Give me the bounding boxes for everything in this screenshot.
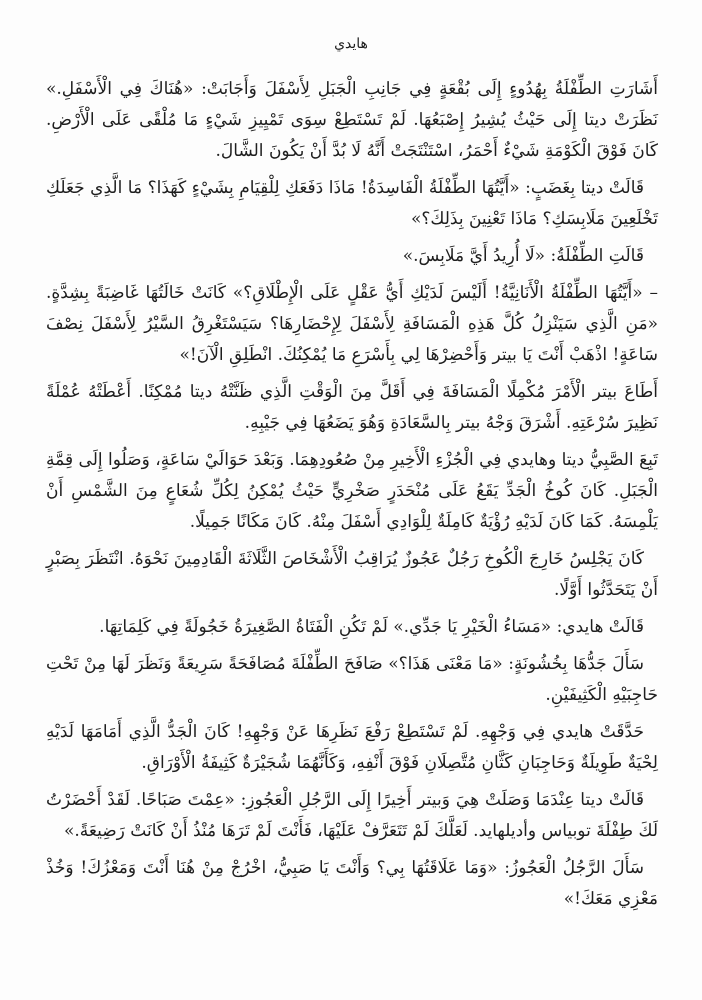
running-head: هايدي — [334, 36, 368, 52]
paragraph: سَأَلَ جَدُّهَا بِخُشُونَةٍ: «مَا مَعْنَى هَذَا؟» صَافَحَ الطِّفْلَةَ مُصَافَحَةً سَرِيعَةً وَنَظَرَ لَهَا مِنْ تَحْتِ حَاجِبَيْهِ الْكَثِيفَيْنِ. — [46, 654, 658, 705]
paragraph: حَدَّقَتْ هايدي فِي وَجْهِهِ. لَمْ تَسْتَطِعْ رَفْعَ نَظَرِهَا عَنْ وَجْهِهِ! كَانَ الْجَدُّ الَّذِي أَمَامَهَا لَدَيْهِ لِحْيَةٌ طَوِيلَةٌ وَحَاجِبَانِ كَثَّانِ مُتَّصِلَانِ فَوْقَ أَنْفِهِ، وَكَأَنَّهُمَا شُجَيْرَةٌ كَثِيفَةُ الْأَوْرَاقِ. — [46, 722, 658, 773]
paragraph: كَانَ يَجْلِسُ خَارِجَ الْكُوخِ رَجُلٌ عَجُوزٌ يُرَاقِبُ الْأَشْخَاصَ الثَّلَاثَةَ الْقَادِمِينَ نَحْوَهُ. انْتَظَرَ بِصَبْرٍ أَنْ يَتَحَدَّثُوا أَوَّلًا. — [46, 549, 658, 600]
story-text — [46, 74, 658, 921]
paragraph: تَبِعَ الصَّبِيُّ ديتا وهايدي فِي الْجُزْءِ الْأَخِيرِ مِنْ صُعُودِهِمَا. وَبَعْدَ حَوَالَيْ سَاعَةٍ، وَصَلُوا إِلَى قِمَّةِ الْجَبَلِ. كَانَ كُوخُ الْجَدِّ يَقَعُ عَلَى مُنْحَدَرٍ صَخْرِيٍّ حَيْثُ يُمْكِنُ لِكُلِّ شُعَاعٍ مِنَ الشَّمْسِ أَنْ يَلْمِسَهُ. كَمَا كَانَ لَدَيْهِ رُؤْيَةٌ كَامِلَةٌ لِلْوَادِي أَسْفَلَ مِنْهُ. كَانَ مَكَانًا جَمِيلًا. — [46, 450, 658, 532]
paragraph: قَالَتْ ديتا عِنْدَمَا وَصَلَتْ هِيَ وَبيتر أَخِيرًا إِلَى الرَّجُلِ الْعَجُوزِ: «عِمْتَ صَبَاحًا. لَقَدْ أَحْضَرْتُ لَكَ طِفْلَةَ توبياس وأديلهايد. لَعَلَّكَ لَمْ تَتَعَرَّفْ عَلَيْهَا، فَأَنْتَ لَمْ تَرَهَا مُنْذُ أَنْ كَانَتْ رَضِيعَةً.» — [46, 790, 658, 841]
paragraph: أَطَاعَ بيتر الْأَمْرَ مُكْمِلًا الْمَسَافَةَ فِي أَقَلَّ مِنَ الْوَقْتِ الَّذِي ظَنَّتْهُ ديتا مُمْكِنًا. أَعْطَتْهُ عُمْلَةً نَظِيرَ سُرْعَتِهِ. أَشْرَقَ وَجْهُ بيتر بِالسَّعَادَةِ وَهُوَ يَضَعُهَا فِي جَيْبِهِ. — [46, 382, 658, 433]
paragraph: قَالَتِ الطِّفْلَةُ: «لَا أُرِيدُ أَيَّ مَلَابِسَ.» — [402, 246, 644, 266]
paragraph: قَالَتْ ديتا بِغَضَبٍ: «أَيَّتُهَا الطِّفْلَةُ الْفَاسِدَةُ! مَاذَا دَفَعَكِ لِلْقِيَامِ بِشَيْءٍ كَهَذَا؟ مَا الَّذِي جَعَلَكِ تَخْلَعِينَ مَلَابِسَكِ؟ مَاذَا تَعْنِينَ بِذَلِكَ؟» — [46, 178, 658, 229]
paragraph: – «أَيَّتُهَا الطِّفْلَةُ الْأَنَانِيَّةُ! أَلَيْسَ لَدَيْكِ أَيُّ عَقْلٍ عَلَى الْإِطْلَاقِ؟» كَانَتْ خَالَتُهَا غَاضِبَةً بِشِدَّةٍ. «مَنِ الَّذِي سَيَنْزِلُ كُلَّ هَذِهِ الْمَسَافَةِ لِأَسْفَلَ لِإِحْضَارِهَا؟ سَيَسْتَغْرِقُ السَّيْرُ لِأَسْفَلَ نِصْفَ سَاعَةٍ! اذْهَبْ أَنْتَ يَا بيتر وَأَحْضِرْهَا لِي بِأَسْرَعِ مَا يُمْكِنُكَ. انْطَلِقِ الْآنَ!» — [46, 283, 658, 365]
paragraph: قَالَتْ هايدي: «مَسَاءُ الْخَيْرِ يَا جَدِّي.» لَمْ تَكُنِ الْفَتَاةُ الصَّغِيرَةُ خَجُولَةً فِي كَلِمَاتِهَا. — [99, 617, 644, 637]
paragraph: سَأَلَ الرَّجُلُ الْعَجُوزُ: «وَمَا عَلَاقَتُهَا بِي؟ وَأَنْتَ يَا صَبِيُّ، اخْرُجْ مِنْ هُنَا أَنْتَ وَمَعْزُكَ! وَخُذْ مَعْزِي مَعَكَ!» — [46, 858, 658, 909]
paragraph: أَشَارَتِ الطِّفْلَةُ بِهُدُوءٍ إِلَى بُقْعَةٍ فِي جَانِبِ الْجَبَلِ لِأَسْفَلَ وَأَجَابَتْ: «هُنَاكَ فِي الْأَسْفَلِ.» نَظَرَتْ ديتا إِلَى حَيْثُ يُشِيرُ إِصْبَعُهَا. لَمْ تَسْتَطِعْ سِوَى تَمْيِيزِ شَيْءٍ مَا مُلْقًى عَلَى الْأَرْضِ. كَانَ فَوْقَ الْكَوْمَةِ شَيْءٌ أَحْمَرُ، اسْتَنْتَجَتْ أَنَّهُ لَا بُدَّ أَنْ يَكُونَ الشَّالَ. — [46, 79, 658, 161]
